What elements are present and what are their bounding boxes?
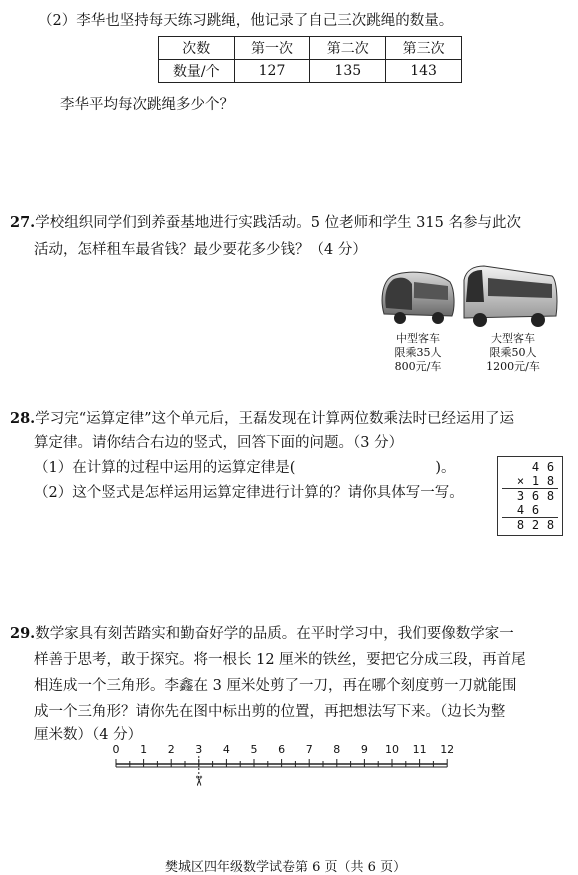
large-bus-image — [460, 262, 560, 330]
ruler-tick-label: 6 — [278, 743, 286, 756]
bus-name: 中型客车 — [396, 332, 440, 345]
ruler-tick-label: 7 — [305, 743, 313, 756]
bus-capacity: 限乘50人 — [489, 346, 537, 359]
medium-bus-image — [378, 270, 456, 328]
q29-line1 — [10, 625, 514, 643]
digit: 1 — [531, 474, 540, 488]
q28-line2: 算定律。请你结合右边的竖式，回答下面的问题。（3 分） — [34, 435, 404, 451]
q27-text: 学校组织同学们到养蚕基地进行实践活动。5 位老师和学生 315 名参与此次 — [35, 215, 521, 231]
ruler-tick-label: 3 — [195, 743, 203, 756]
table-row-label: 数量/个 — [159, 60, 235, 83]
q28-sub1-close: )。 — [435, 460, 456, 476]
q28-line1 — [10, 410, 514, 428]
digit: 2 — [531, 518, 540, 532]
q27-line1 — [10, 214, 521, 232]
calc-row — [502, 517, 558, 532]
bus-capacity: 限乘35人 — [394, 346, 442, 359]
table-cell: 143 — [386, 60, 462, 83]
multiplication-vertical — [497, 456, 563, 536]
table-header: 次数 — [159, 37, 235, 60]
jump-rope-table — [158, 36, 462, 83]
ruler-tick-label: 0 — [112, 743, 120, 756]
medium-bus-label — [388, 332, 448, 374]
digit: 4 — [531, 460, 540, 474]
question-number: 29. — [10, 625, 36, 642]
calc-row — [502, 460, 558, 474]
digit: 8 — [546, 489, 555, 503]
digit: 6 — [531, 503, 540, 517]
ruler-tick-label: 2 — [167, 743, 175, 756]
q2-intro: （2）李华也坚持每天练习跳绳，他记录了自己三次跳绳的数量。 — [38, 13, 454, 29]
table-header: 第一次 — [234, 37, 310, 60]
table-cell: 127 — [234, 60, 310, 83]
digit: 8 — [546, 474, 555, 488]
ruler-tick-label: 12 — [440, 743, 455, 756]
question-number: 28. — [10, 410, 36, 427]
large-bus-label — [480, 332, 546, 374]
q28-sub2: （2）这个竖式是怎样运用运算定律进行计算的？请你具体写一写。 — [34, 485, 464, 501]
q29-text: 数学家具有刻苦踏实和勤奋好学的品质。在平时学习中，我们要像数学家一 — [35, 626, 514, 642]
digit: 6 — [531, 489, 540, 503]
table-row — [159, 37, 462, 60]
ruler-tick-label: 11 — [412, 743, 427, 756]
calc-row — [502, 488, 558, 503]
digit: 8 — [516, 518, 525, 532]
digit: 6 — [546, 460, 555, 474]
digit: 4 — [516, 503, 525, 517]
scissors-icon: ✂ — [189, 775, 206, 787]
table-header: 第二次 — [310, 37, 386, 60]
q29-line4: 成一个三角形？请你先在图中标出剪的位置，再把想法写下来。（边长为整 — [34, 704, 506, 720]
ruler-tick-label: 9 — [360, 743, 368, 756]
page-footer: 樊城区四年级数学试卷第 6 页（共 6 页） — [165, 860, 407, 875]
times-sign: × — [516, 474, 525, 488]
calc-row — [502, 503, 558, 517]
question-number: 27. — [10, 214, 36, 231]
q29-line3: 相连成一个三角形。李鑫在 3 厘米处剪了一刀，再在哪个刻度剪一刀就能围 — [34, 678, 517, 694]
bus-name: 大型客车 — [491, 332, 535, 345]
digit: 8 — [546, 518, 555, 532]
q28-sub1 — [34, 459, 456, 477]
ruler-tick-label: 1 — [140, 743, 148, 756]
q29-line2: 样善于思考，敢于探究。将一根长 12 厘米的铁丝，要把它分成三段，再首尾 — [34, 652, 526, 668]
ruler-tick-label: 10 — [385, 743, 399, 756]
q27-line2: 活动，怎样租车最省钱？最少要花多少钱？（4 分） — [34, 242, 367, 258]
bus-price: 800元/车 — [394, 360, 442, 373]
q29-line5: 厘米数）（4 分） — [34, 727, 143, 743]
q28-sub1-text: （1）在计算的过程中运用的运算定律是( — [34, 460, 296, 476]
ruler-tick-label: 4 — [222, 743, 230, 756]
table-header: 第三次 — [386, 37, 462, 60]
digit: 3 — [516, 489, 525, 503]
q2-question: 李华平均每次跳绳多少个？ — [60, 97, 234, 113]
ruler-tick-label: 5 — [250, 743, 258, 756]
ruler[interactable] — [108, 742, 460, 792]
table-row — [159, 60, 462, 83]
bus-price: 1200元/车 — [486, 360, 540, 373]
q28-text: 学习完“运算定律”这个单元后，王磊发现在计算两位数乘法时已经运用了运 — [35, 411, 515, 427]
ruler-tick-label: 8 — [333, 743, 341, 756]
calc-row — [502, 474, 558, 488]
table-cell: 135 — [310, 60, 386, 83]
